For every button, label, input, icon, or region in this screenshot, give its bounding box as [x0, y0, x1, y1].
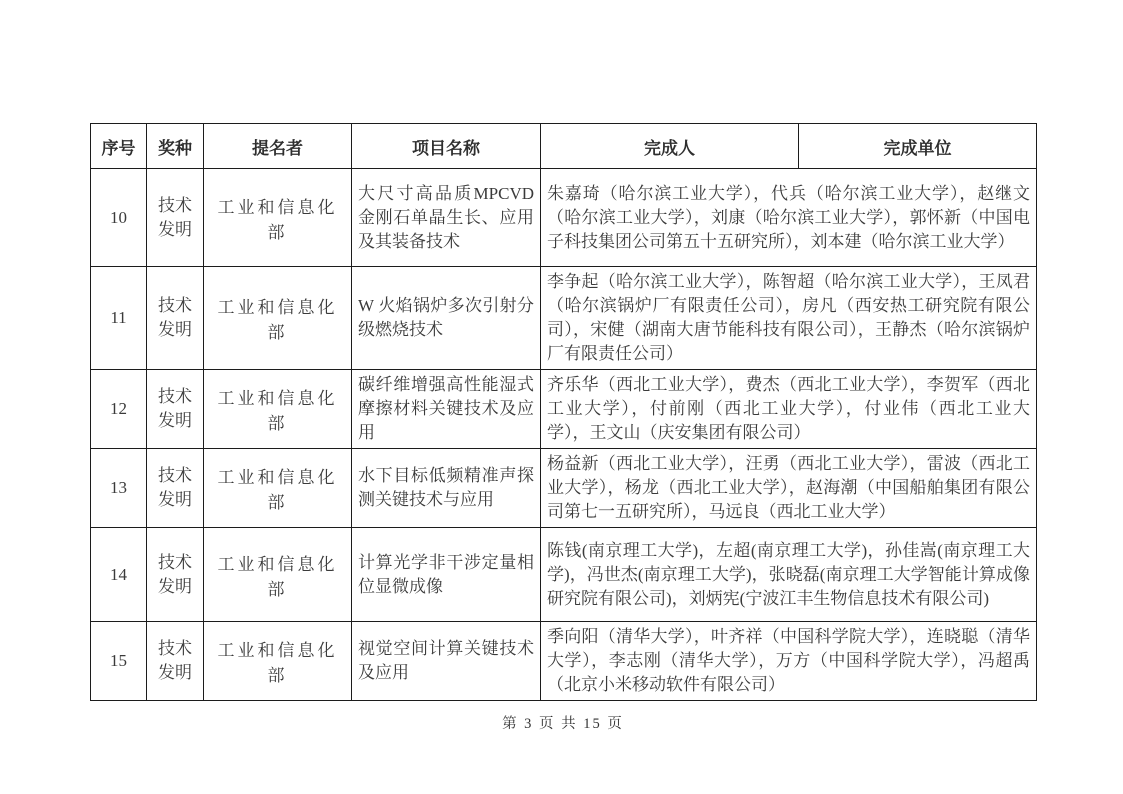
- project-name-cell: 水下目标低频精准声探测关键技术与应用: [352, 449, 541, 528]
- nominator-cell: 工业和信息化部: [204, 370, 352, 449]
- table-row: [91, 267, 1037, 370]
- project-name-cell: W 火焰锅炉多次引射分级燃烧技术: [352, 267, 541, 370]
- completers-cell: 杨益新（西北工业大学），汪勇（西北工业大学），雷波（西北工业大学），杨龙（西北工业大学），赵海潮（中国船舶集团有限公司第七一五研究所），马远良（西北工业大学）: [541, 449, 1037, 528]
- nominator-cell: 工业和信息化部: [204, 267, 352, 370]
- table-row: [91, 622, 1037, 701]
- project-name-cell: 碳纤维增强高性能湿式摩擦材料关键技术及应用: [352, 370, 541, 449]
- serial-number-cell: 13: [91, 449, 147, 528]
- project-name-cell: 大尺寸高品质MPCVD 金刚石单晶生长、应用及其装备技术: [352, 169, 541, 267]
- award-type-cell: 技术发明: [147, 370, 204, 449]
- award-type-cell: 技术发明: [147, 169, 204, 267]
- serial-number-cell: 10: [91, 169, 147, 267]
- col-header-award-type: 奖种: [147, 124, 204, 169]
- completers-cell: 齐乐华（西北工业大学），费杰（西北工业大学），李贺军（西北工业大学），付前刚（西北工业大学），付业伟（西北工业大学），王文山（庆安集团有限公司）: [541, 370, 1037, 449]
- table-row: [91, 528, 1037, 622]
- completers-cell: 李争起（哈尔滨工业大学），陈智超（哈尔滨工业大学），王凤君（哈尔滨锅炉厂有限责任公司），房凡（西安热工研究院有限公司），宋健（湖南大唐节能科技有限公司），王静杰（哈尔滨锅炉厂有限责任公司）: [541, 267, 1037, 370]
- table-header-row: [91, 124, 1037, 169]
- col-header-nominator: 提名者: [204, 124, 352, 169]
- project-name-cell: 视觉空间计算关键技术及应用: [352, 622, 541, 701]
- col-header-serial-number: 序号: [91, 124, 147, 169]
- col-header-completing-units: 完成单位: [799, 124, 1037, 169]
- nominator-cell: 工业和信息化部: [204, 169, 352, 267]
- award-type-cell: 技术发明: [147, 267, 204, 370]
- award-type-cell: 技术发明: [147, 449, 204, 528]
- col-header-completers: 完成人: [541, 124, 799, 169]
- award-type-cell: 技术发明: [147, 622, 204, 701]
- nominator-cell: 工业和信息化部: [204, 449, 352, 528]
- completers-cell: 朱嘉琦（哈尔滨工业大学），代兵（哈尔滨工业大学），赵继文（哈尔滨工业大学），刘康（哈尔滨工业大学），郭怀新（中国电子科技集团公司第五十五研究所），刘本建（哈尔滨工业大学）: [541, 169, 1037, 267]
- table-row: [91, 370, 1037, 449]
- serial-number-cell: 14: [91, 528, 147, 622]
- table-row: [91, 169, 1037, 267]
- col-header-project-name: 项目名称: [352, 124, 541, 169]
- nominator-cell: 工业和信息化部: [204, 528, 352, 622]
- page-number-footer: 第 3 页 共 15 页: [502, 716, 624, 732]
- project-name-cell: 计算光学非干涉定量相位显微成像: [352, 528, 541, 622]
- serial-number-cell: 12: [91, 370, 147, 449]
- completers-cell: 季向阳（清华大学），叶齐祥（中国科学院大学），连晓聪（清华大学），李志刚（清华大学），万方（中国科学院大学），冯超禹（北京小米移动软件有限公司）: [541, 622, 1037, 701]
- awards-table: [90, 123, 1037, 701]
- nominator-cell: 工业和信息化部: [204, 622, 352, 701]
- serial-number-cell: 11: [91, 267, 147, 370]
- table-row: [91, 449, 1037, 528]
- award-type-cell: 技术发明: [147, 528, 204, 622]
- serial-number-cell: 15: [91, 622, 147, 701]
- completers-cell: 陈钱(南京理工大学)，左超(南京理工大学)，孙佳嵩(南京理工大学)，冯世杰(南京理工大学)，张晓磊(南京理工大学智能计算成像研究院有限公司)，刘炳宪(宁波江丰生物信息技术有限公司): [541, 528, 1037, 622]
